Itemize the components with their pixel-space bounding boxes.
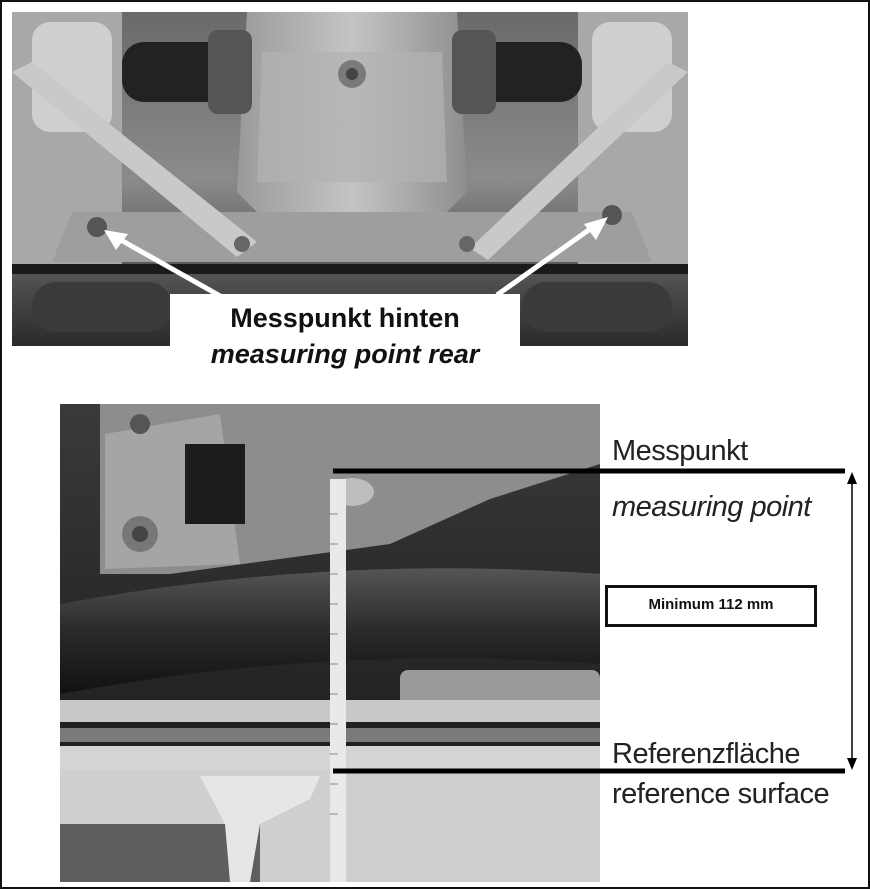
measurement-photo [60, 404, 600, 882]
measuring-point-label-de: Messpunkt [612, 435, 748, 467]
measuring-point-label-en: measuring point [612, 491, 811, 523]
reference-surface-label-en: reference surface [612, 778, 830, 810]
reference-surface-label-de: Referenzfläche [612, 738, 801, 770]
callout-subtitle: measuring point rear [210, 339, 480, 369]
minimum-label: Minimum 112 mm [648, 596, 774, 613]
callout-title: Messpunkt hinten [230, 303, 460, 333]
